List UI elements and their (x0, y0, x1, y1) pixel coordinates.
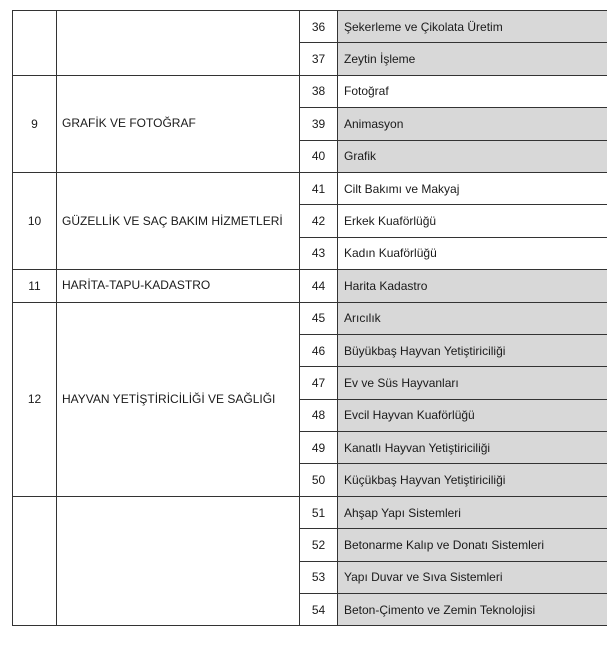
branch-number: 43 (300, 237, 338, 269)
field-number: 10 (13, 172, 57, 269)
branch-name: Grafik (338, 140, 607, 172)
branch-number: 54 (300, 594, 338, 626)
branch-name: Beton-Çimento ve Zemin Teknolojisi (338, 594, 607, 626)
field-name: GÜZELLİK VE SAÇ BAKIM HİZMETLERİ (57, 172, 300, 269)
field-name: HAYVAN YETİŞTİRİCİLİĞİ VE SAĞLIĞI (57, 302, 300, 496)
branch-name: Büyükbaş Hayvan Yetiştiriciliği (338, 334, 607, 366)
branch-number: 47 (300, 367, 338, 399)
table-row (13, 302, 607, 334)
branch-name: Arıcılık (338, 302, 607, 334)
branch-name: Betonarme Kalıp ve Donatı Sistemleri (338, 529, 607, 561)
branch-name: Fotoğraf (338, 75, 607, 107)
field-name (57, 496, 300, 626)
field-number: 12 (13, 302, 57, 496)
branch-number: 39 (300, 108, 338, 140)
branch-number: 53 (300, 561, 338, 593)
branch-name: Şekerleme ve Çikolata Üretim (338, 11, 607, 43)
branch-name: Animasyon (338, 108, 607, 140)
branch-number: 41 (300, 172, 338, 204)
branch-name: Ev ve Süs Hayvanları (338, 367, 607, 399)
branch-name: Erkek Kuaförlüğü (338, 205, 607, 237)
table-row (13, 496, 607, 528)
table-row (13, 270, 607, 302)
field-number: 11 (13, 270, 57, 302)
field-number (13, 496, 57, 626)
field-name: HARİTA-TAPU-KADASTRO (57, 270, 300, 302)
branch-number: 48 (300, 399, 338, 431)
branch-number: 52 (300, 529, 338, 561)
branch-number: 46 (300, 334, 338, 366)
branch-number: 44 (300, 270, 338, 302)
branch-number: 37 (300, 43, 338, 75)
branch-name: Yapı Duvar ve Sıva Sistemleri (338, 561, 607, 593)
branch-name: Evcil Hayvan Kuaförlüğü (338, 399, 607, 431)
occupation-table (12, 10, 607, 626)
branch-number: 36 (300, 11, 338, 43)
branch-number: 51 (300, 496, 338, 528)
branch-number: 49 (300, 432, 338, 464)
field-number: 9 (13, 75, 57, 172)
branch-number: 40 (300, 140, 338, 172)
field-name (57, 11, 300, 76)
table-row (13, 75, 607, 107)
branch-name: Harita Kadastro (338, 270, 607, 302)
branch-number: 50 (300, 464, 338, 496)
branch-number: 42 (300, 205, 338, 237)
branch-number: 45 (300, 302, 338, 334)
branch-name: Kadın Kuaförlüğü (338, 237, 607, 269)
field-name: GRAFİK VE FOTOĞRAF (57, 75, 300, 172)
field-number (13, 11, 57, 76)
branch-name: Ahşap Yapı Sistemleri (338, 496, 607, 528)
branch-name: Zeytin İşleme (338, 43, 607, 75)
branch-number: 38 (300, 75, 338, 107)
table-body (13, 11, 607, 626)
table-row (13, 172, 607, 204)
table-row (13, 11, 607, 43)
branch-name: Cilt Bakımı ve Makyaj (338, 172, 607, 204)
branch-name: Kanatlı Hayvan Yetiştiriciliği (338, 432, 607, 464)
branch-name: Küçükbaş Hayvan Yetiştiriciliği (338, 464, 607, 496)
